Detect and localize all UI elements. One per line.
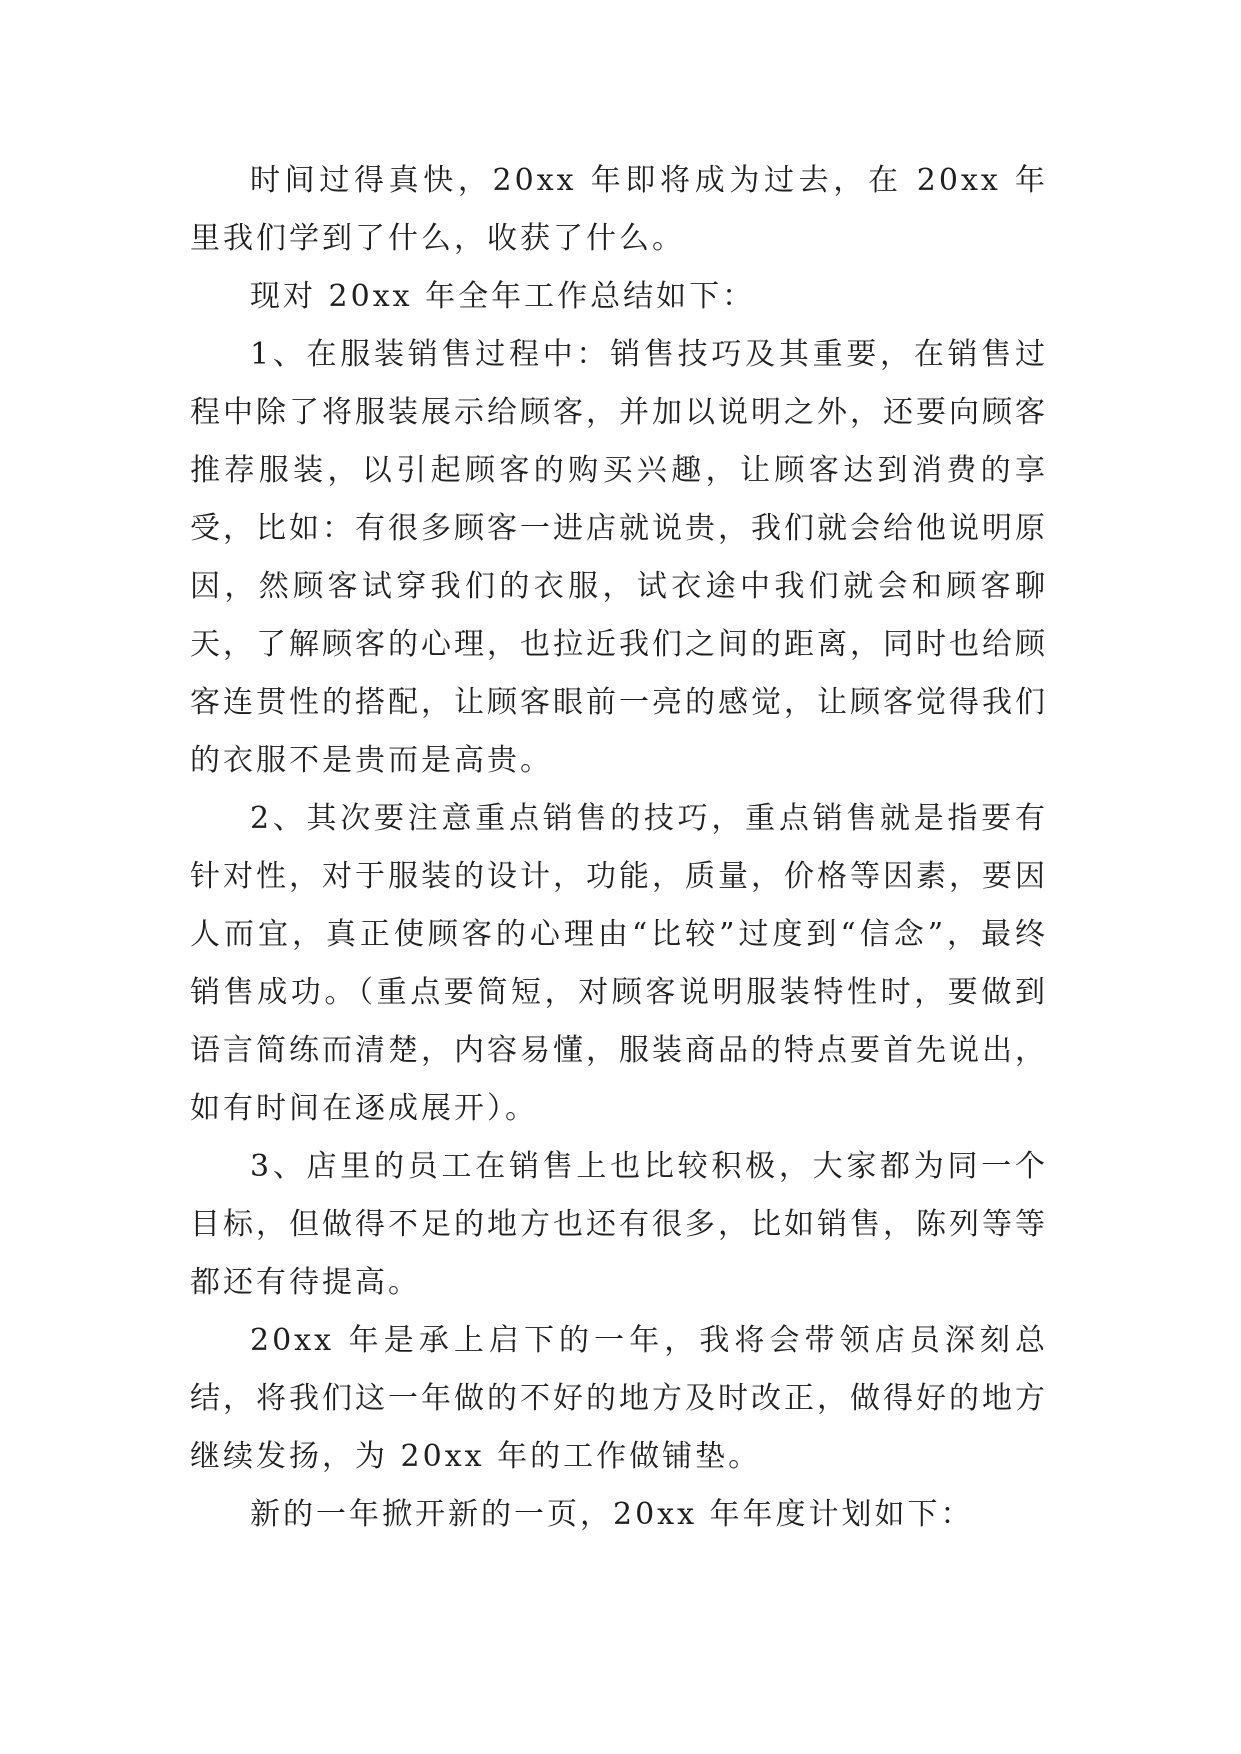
paragraph-point-3: 3、店里的员工在销售上也比较积极，大家都为同一个目标，但做得不足的地方也还有很多，比如销售，陈列等等都还有待提高。 <box>190 1149 1048 1300</box>
document-body <box>190 152 1048 1544</box>
paragraph-plan-heading: 新的一年掀开新的一页，20xx 年年度计划如下： <box>250 1497 974 1532</box>
paragraph-point-1: 1、在服装销售过程中：销售技巧及其重要，在销售过程中除了将服装展示给顾客，并加以说明之外，还要向顾客推荐服装，以引起顾客的购买兴趣，让顾客达到消费的享受，比如：有很多顾客一进店就说贵，我们就会给他说明原因，然顾客试穿我们的衣服，试衣途中我们就会和顾客聊天，了解顾客的心理，也拉近我们之间的距离，同时也给顾客连贯性的搭配，让顾客眼前一亮的感觉，让顾客觉得我们的衣服不是贵而是高贵。 <box>190 337 1048 778</box>
paragraph-outlook: 20xx 年是承上启下的一年，我将会带领店员深刻总结，将我们这一年做的不好的地方及时改正，做得好的地方继续发扬，为 20xx 年的工作做铺垫。 <box>190 1323 1048 1474</box>
paragraph-point-2: 2、其次要注意重点销售的技巧，重点销售就是指要有针对性，对于服装的设计，功能，质量，价格等因素，要因人而宜，真正使顾客的心理由“比较”过度到“信念”，最终销售成功。（重点要简短，对顾客说明服装特性时，要做到语言简练而清楚，内容易懂，服装商品的特点要首先说出，如有时间在逐成展开）。 <box>190 801 1048 1126</box>
paragraph-intro: 时间过得真快，20xx 年即将成为过去，在 20xx 年里我们学到了什么，收获了什么。 <box>190 163 1048 256</box>
paragraph-summary-heading: 现对 20xx 年全年工作总结如下： <box>250 279 756 314</box>
